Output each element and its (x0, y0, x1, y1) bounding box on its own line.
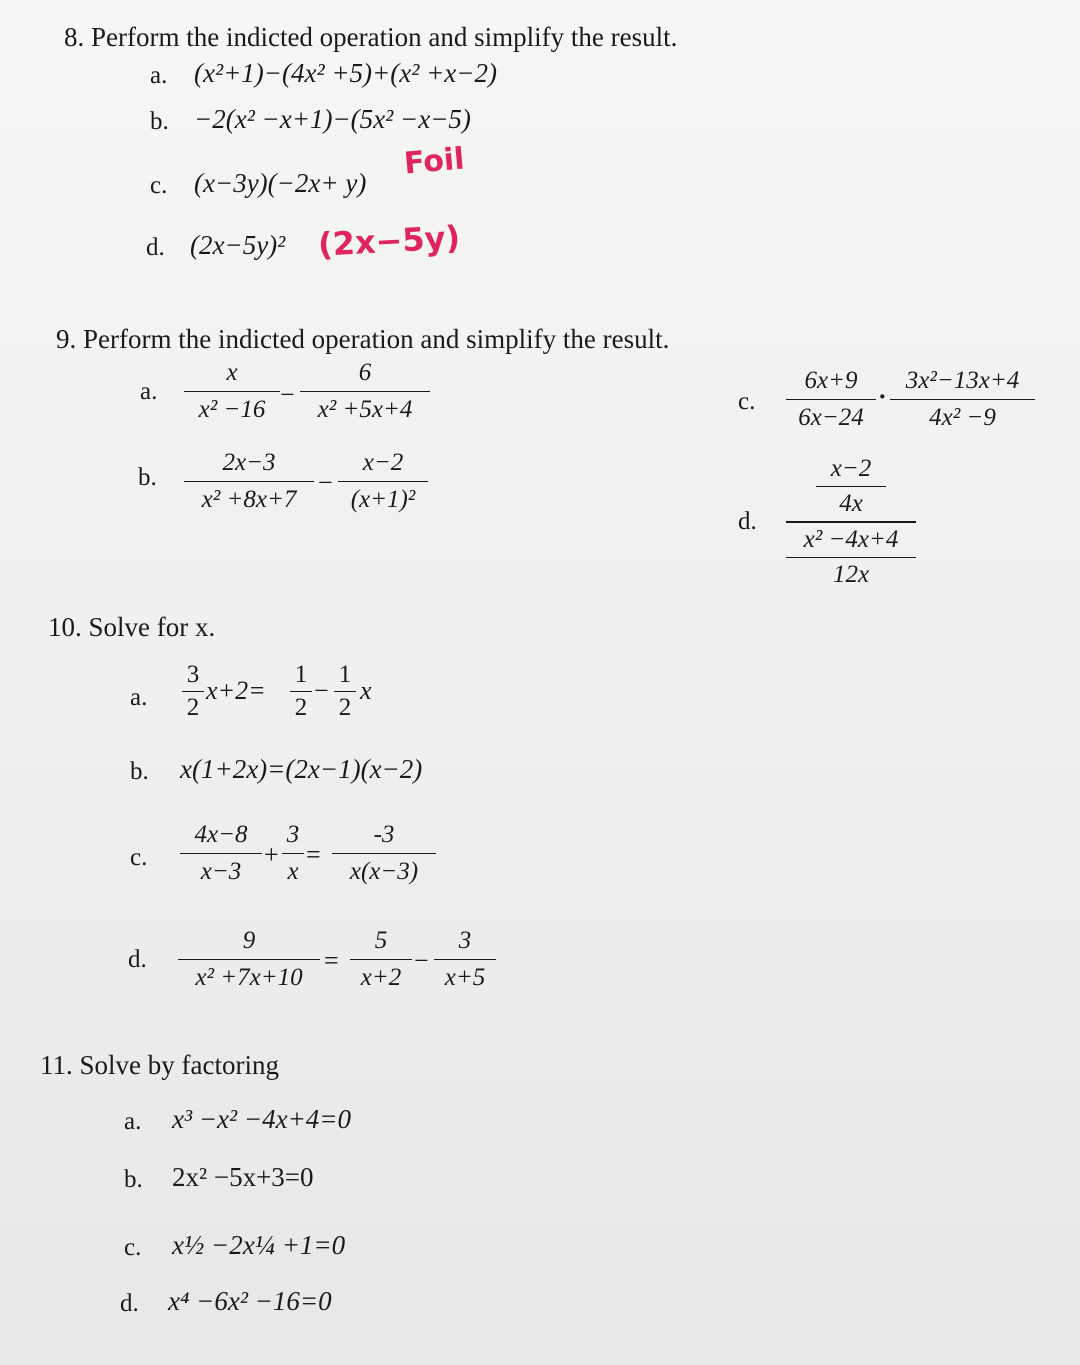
q10-a-fraction-2-denominator: 2 (294, 694, 308, 721)
q10-d-denominator-2: x+2 (360, 964, 402, 991)
q8-c-handwritten-note: Foil (402, 141, 466, 182)
q10-a-fraction-3 (334, 660, 356, 723)
q10-a-fraction-1-numerator: 3 (186, 661, 200, 688)
q10-c-numerator-1: 4x−8 (194, 821, 248, 848)
q11-heading: 11. Solve by factoring (40, 1050, 279, 1080)
q10-d-fraction-1 (178, 926, 320, 993)
q8-d-handwritten-note: (2x−5y) (317, 218, 461, 264)
q9-a-denominator-1: x² −16 (198, 396, 266, 423)
q8-c-label: c. (150, 172, 168, 199)
q9-d-denominator (786, 525, 916, 590)
q10-d-numerator-1: 9 (242, 927, 256, 954)
q10-d-fraction-2 (350, 926, 412, 993)
q9-d-numerator (786, 454, 916, 519)
q9-b-fraction-1 (184, 448, 314, 515)
q9-c-fraction-1 (786, 366, 876, 433)
q10-c-denominator-2: x (287, 858, 299, 885)
q9-d-denominator-top: x² −4x+4 (803, 526, 899, 553)
q9-c-numerator-1: 6x+9 (804, 367, 858, 394)
q9-d-numerator-top: x−2 (830, 455, 872, 482)
q11-b-expression: 2x² −5x+3=0 (172, 1162, 314, 1192)
q9-a-operator: − (280, 380, 295, 409)
q10-c-equals: = (306, 840, 321, 869)
q10-a-tail: x (360, 676, 372, 705)
q10-d-denominator-1: x² +7x+10 (195, 964, 303, 991)
q9-b-denominator-1: x² +8x+7 (201, 486, 297, 513)
q9-b-label: b. (138, 464, 157, 491)
q11-a-label: a. (124, 1108, 142, 1135)
q9-b-numerator-1: 2x−3 (222, 449, 276, 476)
q10-c-operator: + (264, 840, 279, 869)
q8-d-label: d. (146, 234, 165, 261)
q11-c-label: c. (124, 1234, 142, 1261)
q8-a-expression: (x²+1)−(4x² +5)+(x² +x−2) (194, 58, 497, 88)
q9-c-label: c. (738, 388, 756, 415)
q10-c-numerator-3: -3 (373, 821, 395, 848)
q10-d-label: d. (128, 946, 147, 973)
q10-c-denominator-1: x−3 (200, 858, 242, 885)
q9-d-complex-fraction (786, 454, 916, 590)
q10-d-numerator-3: 3 (458, 927, 472, 954)
q9-d-denominator-bottom: 12x (832, 561, 870, 588)
q9-a-fraction-2 (300, 358, 430, 425)
q10-c-denominator-3: x(x−3) (349, 858, 419, 885)
q10-a-label: a. (130, 684, 148, 711)
q10-d-fraction-3 (434, 926, 496, 993)
q10-a-fraction-3-numerator: 1 (338, 661, 352, 688)
q10-b-label: b. (130, 758, 149, 785)
q8-b-label: b. (150, 108, 169, 135)
q8-heading: 8. Perform the indicted operation and simplify the result. (64, 22, 678, 52)
q10-a-fraction-2-numerator: 1 (294, 661, 308, 688)
q10-d-operator: − (414, 946, 429, 975)
q9-heading: 9. Perform the indicted operation and simplify the result. (56, 324, 670, 354)
q11-c-expression: x½ −2x¼ +1=0 (172, 1230, 346, 1260)
q9-b-operator: − (318, 468, 333, 497)
q9-a-label: a. (140, 378, 158, 405)
q11-d-label: d. (120, 1290, 139, 1317)
q9-a-denominator-2: x² +5x+4 (317, 396, 413, 423)
q10-c-fraction-3 (332, 820, 436, 887)
q9-a-numerator-2: 6 (358, 359, 372, 386)
q10-a-fraction-1 (182, 660, 204, 723)
q10-a-fraction-2 (290, 660, 312, 723)
q9-b-fraction-2 (338, 448, 428, 515)
q10-c-fraction-2 (282, 820, 304, 887)
q10-a-middle: x+2= (206, 676, 266, 705)
q8-d-expression: (2x−5y)² (190, 230, 286, 260)
q11-a-expression: x³ −x² −4x+4=0 (172, 1104, 352, 1134)
q8-b-expression: −2(x² −x+1)−(5x² −x−5) (194, 104, 471, 134)
q10-c-label: c. (130, 844, 148, 871)
q9-c-operator: · (878, 382, 887, 411)
q10-c-fraction-1 (180, 820, 262, 887)
q9-b-denominator-2: (x+1)² (350, 486, 416, 513)
q10-a-operator: − (314, 676, 329, 705)
q9-a-fraction-1 (184, 358, 280, 425)
q9-b-numerator-2: x−2 (362, 449, 404, 476)
q9-d-label: d. (738, 508, 757, 535)
q11-b-label: b. (124, 1166, 143, 1193)
q10-d-denominator-3: x+5 (444, 964, 486, 991)
q11-d-expression: x⁴ −6x² −16=0 (168, 1286, 332, 1316)
q10-c-numerator-2: 3 (286, 821, 300, 848)
q9-c-fraction-2 (890, 366, 1035, 433)
q10-a-fraction-3-denominator: 2 (338, 694, 352, 721)
q9-c-denominator-2: 4x² −9 (929, 404, 996, 431)
q8-a-label: a. (150, 62, 168, 89)
q8-c-expression: (x−3y)(−2x+ y) (194, 168, 367, 198)
q10-heading: 10. Solve for x. (48, 612, 216, 642)
q10-d-numerator-2: 5 (374, 927, 388, 954)
q9-c-denominator-1: 6x−24 (798, 404, 864, 431)
q10-b-expression: x(1+2x)=(2x−1)(x−2) (180, 754, 423, 784)
q10-d-equals: = (324, 946, 339, 975)
q9-a-numerator-1: x (226, 359, 238, 386)
q10-a-fraction-1-denominator: 2 (186, 694, 200, 721)
q9-c-numerator-2: 3x²−13x+4 (905, 367, 1020, 394)
q9-d-numerator-bottom: 4x (839, 490, 863, 517)
